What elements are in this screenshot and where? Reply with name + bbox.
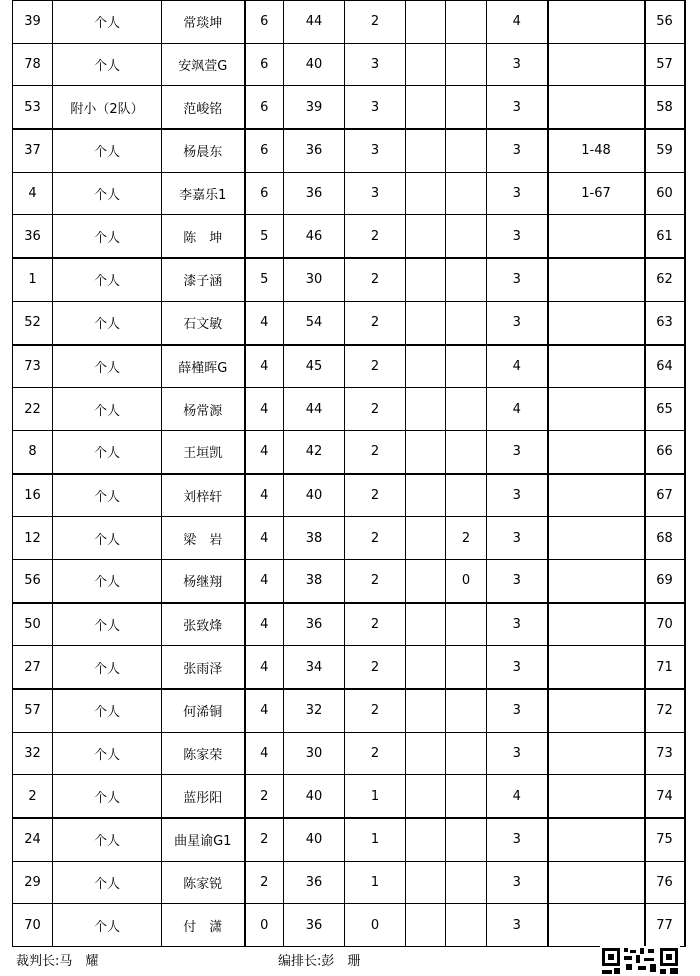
score-6-cell: 3 [487,86,548,129]
score-2-cell: 40 [284,775,345,818]
player-name-cell: 何浠铜 [162,689,245,732]
table-row [13,172,685,215]
score-2-cell: 39 [284,86,345,129]
table-row [13,129,685,172]
score-2-cell: 36 [284,172,345,215]
team-cell: 个人 [53,603,162,646]
entry-number-cell: 27 [13,646,53,689]
note-cell [548,603,645,646]
score-1-cell: 6 [245,43,284,86]
player-name-cell: 杨晨东 [162,129,245,172]
score-4-cell [406,818,446,861]
rank-cell: 65 [645,388,685,431]
score-6-cell: 3 [487,301,548,344]
score-1-cell: 6 [245,129,284,172]
score-1-cell: 5 [245,258,284,301]
note-cell [548,559,645,602]
entry-number-cell: 22 [13,388,53,431]
entry-number-cell: 53 [13,86,53,129]
team-cell: 个人 [53,904,162,947]
entry-number-cell: 56 [13,559,53,602]
entry-number-cell: 73 [13,345,53,388]
team-cell: 个人 [53,430,162,473]
score-3-cell: 3 [345,172,406,215]
note-cell [548,86,645,129]
player-name-cell: 安飒萱G [162,43,245,86]
score-4-cell [406,86,446,129]
score-3-cell: 2 [345,301,406,344]
score-3-cell: 1 [345,861,406,904]
player-name-cell: 王垣凯 [162,430,245,473]
score-1-cell: 4 [245,517,284,560]
score-4-cell [406,603,446,646]
team-cell: 个人 [53,517,162,560]
entry-number-cell: 2 [13,775,53,818]
score-5-cell [446,172,487,215]
score-4-cell [406,345,446,388]
note-cell [548,258,645,301]
score-5-cell [446,430,487,473]
rank-cell: 63 [645,301,685,344]
score-6-cell: 4 [487,388,548,431]
note-cell [548,861,645,904]
player-name-cell: 范峻铭 [162,86,245,129]
note-cell [548,301,645,344]
rank-cell: 64 [645,345,685,388]
entry-number-cell: 1 [13,258,53,301]
player-name-cell: 杨常源 [162,388,245,431]
qr-code-icon [600,946,680,976]
arranger-label: 编排长:彭 珊 [278,954,361,969]
score-4-cell [406,129,446,172]
score-1-cell: 2 [245,861,284,904]
note-cell [548,517,645,560]
score-5-cell [446,904,487,947]
entry-number-cell: 4 [13,172,53,215]
table-row [13,559,685,602]
score-4-cell [406,559,446,602]
note-cell [548,775,645,818]
rank-cell: 60 [645,172,685,215]
score-6-cell: 3 [487,689,548,732]
entry-number-cell: 37 [13,129,53,172]
score-4-cell [406,904,446,947]
score-1-cell: 4 [245,603,284,646]
entry-number-cell: 39 [13,1,53,44]
team-cell: 个人 [53,818,162,861]
entry-number-cell: 24 [13,818,53,861]
table-row [13,86,685,129]
score-1-cell: 4 [245,388,284,431]
note-cell [548,430,645,473]
score-3-cell: 2 [345,517,406,560]
team-cell: 个人 [53,474,162,517]
entry-number-cell: 50 [13,603,53,646]
score-5-cell [446,603,487,646]
table-row [13,258,685,301]
score-6-cell: 3 [487,559,548,602]
score-5-cell [446,301,487,344]
table-row [13,732,685,775]
score-1-cell: 6 [245,172,284,215]
rank-cell: 68 [645,517,685,560]
score-4-cell [406,43,446,86]
rank-cell: 76 [645,861,685,904]
score-3-cell: 1 [345,775,406,818]
player-name-cell: 梁 岩 [162,517,245,560]
score-6-cell: 4 [487,1,548,44]
score-5-cell [446,689,487,732]
score-3-cell: 3 [345,43,406,86]
score-5-cell [446,215,487,258]
score-1-cell: 5 [245,215,284,258]
score-3-cell: 2 [345,388,406,431]
score-5-cell [446,43,487,86]
score-1-cell: 2 [245,775,284,818]
score-2-cell: 36 [284,904,345,947]
score-2-cell: 38 [284,559,345,602]
score-2-cell: 32 [284,689,345,732]
score-2-cell: 36 [284,861,345,904]
rank-cell: 66 [645,430,685,473]
team-cell: 个人 [53,732,162,775]
note-cell [548,689,645,732]
score-5-cell [446,258,487,301]
team-cell: 个人 [53,129,162,172]
score-3-cell: 2 [345,689,406,732]
score-4-cell [406,301,446,344]
note-cell [548,388,645,431]
player-name-cell: 刘梓轩 [162,474,245,517]
score-6-cell: 3 [487,430,548,473]
player-name-cell: 薛槿晖G [162,345,245,388]
rank-cell: 75 [645,818,685,861]
table-row [13,904,685,947]
score-1-cell: 6 [245,1,284,44]
table-row [13,43,685,86]
entry-number-cell: 12 [13,517,53,560]
rank-cell: 73 [645,732,685,775]
team-cell: 个人 [53,258,162,301]
rank-cell: 77 [645,904,685,947]
entry-number-cell: 36 [13,215,53,258]
table-row [13,689,685,732]
score-2-cell: 40 [284,474,345,517]
player-name-cell: 石文敏 [162,301,245,344]
score-4-cell [406,646,446,689]
results-table-body [13,1,685,947]
score-5-cell [446,474,487,517]
score-6-cell: 3 [487,129,548,172]
note-cell [548,732,645,775]
note-cell: 1-48 [548,129,645,172]
player-name-cell: 李嘉乐1 [162,172,245,215]
table-row [13,818,685,861]
score-4-cell [406,474,446,517]
score-3-cell: 3 [345,86,406,129]
score-5-cell [446,818,487,861]
note-cell [548,474,645,517]
score-6-cell: 3 [487,172,548,215]
score-6-cell: 4 [487,775,548,818]
player-name-cell: 张雨泽 [162,646,245,689]
score-6-cell: 3 [487,474,548,517]
table-row [13,388,685,431]
score-1-cell: 4 [245,474,284,517]
note-cell [548,215,645,258]
score-5-cell [446,646,487,689]
score-3-cell: 2 [345,603,406,646]
score-3-cell: 2 [345,646,406,689]
team-cell: 个人 [53,861,162,904]
table-row [13,430,685,473]
score-4-cell [406,258,446,301]
player-name-cell: 蓝彤阳 [162,775,245,818]
score-1-cell: 2 [245,818,284,861]
score-1-cell: 4 [245,345,284,388]
score-5-cell [446,345,487,388]
score-4-cell [406,775,446,818]
score-6-cell: 3 [487,517,548,560]
score-3-cell: 3 [345,129,406,172]
table-row [13,1,685,44]
score-6-cell: 3 [487,603,548,646]
table-row [13,301,685,344]
score-5-cell [446,732,487,775]
score-5-cell [446,1,487,44]
score-3-cell: 1 [345,818,406,861]
rank-cell: 57 [645,43,685,86]
table-row [13,474,685,517]
signature-footer [16,946,696,976]
rank-cell: 58 [645,86,685,129]
table-row [13,775,685,818]
table-row [13,345,685,388]
score-5-cell [446,86,487,129]
team-cell: 附小（2队） [53,86,162,129]
rank-cell: 71 [645,646,685,689]
rank-cell: 56 [645,1,685,44]
score-3-cell: 2 [345,430,406,473]
score-1-cell: 6 [245,86,284,129]
score-2-cell: 34 [284,646,345,689]
score-6-cell: 3 [487,904,548,947]
score-2-cell: 44 [284,1,345,44]
entry-number-cell: 57 [13,689,53,732]
score-2-cell: 30 [284,732,345,775]
score-5-cell [446,129,487,172]
rank-cell: 62 [645,258,685,301]
score-6-cell: 3 [487,258,548,301]
score-6-cell: 3 [487,43,548,86]
score-2-cell: 40 [284,43,345,86]
score-5-cell [446,861,487,904]
score-2-cell: 36 [284,129,345,172]
note-cell [548,1,645,44]
score-4-cell [406,430,446,473]
score-6-cell: 4 [487,345,548,388]
rank-cell: 70 [645,603,685,646]
score-3-cell: 2 [345,559,406,602]
rank-cell: 72 [645,689,685,732]
score-6-cell: 3 [487,818,548,861]
team-cell: 个人 [53,345,162,388]
table-row [13,861,685,904]
table-row [13,603,685,646]
score-4-cell [406,689,446,732]
note-cell [548,646,645,689]
score-3-cell: 2 [345,215,406,258]
team-cell: 个人 [53,1,162,44]
entry-number-cell: 16 [13,474,53,517]
entry-number-cell: 32 [13,732,53,775]
results-sheet [12,0,684,947]
score-3-cell: 2 [345,1,406,44]
score-4-cell [406,388,446,431]
rank-cell: 59 [645,129,685,172]
chief-referee-label: 裁判长:马 耀 [16,954,99,969]
score-4-cell [406,861,446,904]
note-cell [548,43,645,86]
table-row [13,646,685,689]
score-3-cell: 2 [345,732,406,775]
player-name-cell: 曲星谕G1 [162,818,245,861]
score-5-cell: 2 [446,517,487,560]
note-cell [548,345,645,388]
score-6-cell: 3 [487,215,548,258]
score-1-cell: 4 [245,689,284,732]
score-4-cell [406,732,446,775]
score-1-cell: 0 [245,904,284,947]
note-cell [548,818,645,861]
score-4-cell [406,1,446,44]
note-cell [548,904,645,947]
score-6-cell: 3 [487,861,548,904]
player-name-cell: 张致烽 [162,603,245,646]
score-5-cell [446,775,487,818]
note-cell: 1-67 [548,172,645,215]
score-1-cell: 4 [245,430,284,473]
entry-number-cell: 70 [13,904,53,947]
results-table [12,0,686,947]
team-cell: 个人 [53,559,162,602]
player-name-cell: 陈 坤 [162,215,245,258]
table-row [13,517,685,560]
score-3-cell: 2 [345,345,406,388]
score-2-cell: 42 [284,430,345,473]
score-1-cell: 4 [245,732,284,775]
score-3-cell: 2 [345,474,406,517]
score-1-cell: 4 [245,559,284,602]
rank-cell: 74 [645,775,685,818]
entry-number-cell: 8 [13,430,53,473]
team-cell: 个人 [53,388,162,431]
player-name-cell: 付 潇 [162,904,245,947]
team-cell: 个人 [53,301,162,344]
player-name-cell: 漆子涵 [162,258,245,301]
team-cell: 个人 [53,172,162,215]
score-2-cell: 54 [284,301,345,344]
rank-cell: 61 [645,215,685,258]
score-4-cell [406,172,446,215]
score-2-cell: 45 [284,345,345,388]
score-1-cell: 4 [245,646,284,689]
score-2-cell: 36 [284,603,345,646]
score-5-cell: 0 [446,559,487,602]
player-name-cell: 杨继翔 [162,559,245,602]
score-2-cell: 38 [284,517,345,560]
player-name-cell: 陈家锐 [162,861,245,904]
score-3-cell: 2 [345,258,406,301]
score-6-cell: 3 [487,646,548,689]
score-4-cell [406,517,446,560]
entry-number-cell: 52 [13,301,53,344]
team-cell: 个人 [53,689,162,732]
table-row [13,215,685,258]
score-1-cell: 4 [245,301,284,344]
score-2-cell: 46 [284,215,345,258]
rank-cell: 69 [645,559,685,602]
score-2-cell: 30 [284,258,345,301]
score-3-cell: 0 [345,904,406,947]
team-cell: 个人 [53,43,162,86]
score-6-cell: 3 [487,732,548,775]
entry-number-cell: 78 [13,43,53,86]
rank-cell: 67 [645,474,685,517]
score-4-cell [406,215,446,258]
player-name-cell: 常琰坤 [162,1,245,44]
team-cell: 个人 [53,215,162,258]
score-5-cell [446,388,487,431]
score-2-cell: 40 [284,818,345,861]
entry-number-cell: 29 [13,861,53,904]
team-cell: 个人 [53,646,162,689]
team-cell: 个人 [53,775,162,818]
score-2-cell: 44 [284,388,345,431]
player-name-cell: 陈家荣 [162,732,245,775]
